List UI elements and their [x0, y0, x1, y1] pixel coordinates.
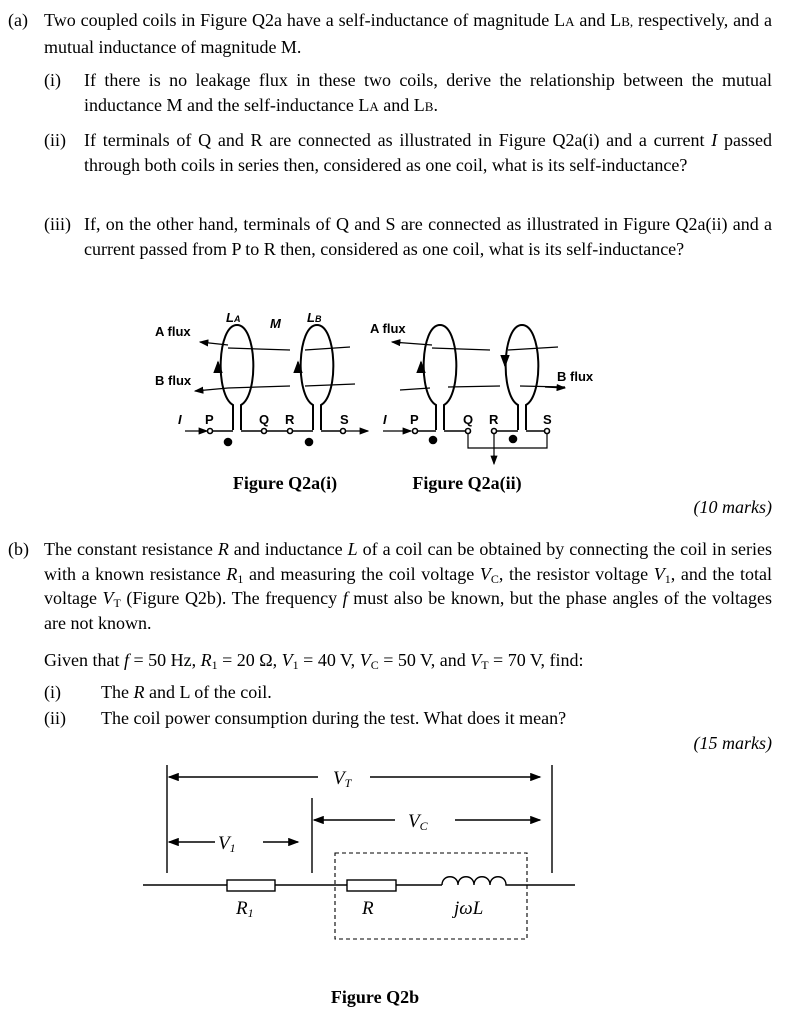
part-b-intro: The constant resistance R and inductance L of a coil can be obtained by connecting the coil in series with a known resistance $R_1$ and measuring the coil voltage $V_C$, the resistor voltage $V_1$, and the total voltage $V_T$ (Figure Q2b). The frequency f must also be known, but the phase angles of the voltages are not known.: [44, 539, 773, 633]
italic-symbol: V: [359, 650, 371, 670]
label-r-2: R: [489, 412, 499, 427]
label-r: R: [362, 898, 374, 919]
italic-symbol: V: [653, 563, 665, 584]
subscript: 1: [664, 571, 671, 586]
label-a-flux-i: A flux: [155, 324, 191, 339]
label-q-1: Q: [259, 412, 270, 427]
part-a-item-i-label: (i): [44, 70, 61, 90]
italic-symbol: R: [217, 539, 229, 559]
label-s-1: S: [340, 412, 349, 427]
small-caps-subscript: B,: [621, 14, 634, 29]
label-i-2: I: [383, 412, 387, 427]
label-i-1: I: [178, 412, 182, 427]
label-p-1: P: [205, 412, 214, 427]
part-a-item-ii-text: If terminals of Q and R are connected as illustrated in Figure Q2a(i) and a current I passed through both coils in series then, considered as one coil, what is its self-inductance?: [84, 130, 772, 175]
subscript: C: [490, 571, 499, 586]
figure-q2b: [143, 765, 575, 939]
part-b-label: (b): [8, 539, 29, 559]
part-a-label: (a): [8, 10, 28, 30]
label-v1: V1: [218, 833, 236, 855]
label-lb: LB: [307, 310, 322, 325]
label-vc: VC: [408, 811, 428, 833]
part-b-item-i-label: (i): [44, 682, 61, 702]
italic-symbol: f: [123, 650, 129, 670]
italic-symbol: V: [479, 563, 491, 584]
part-a-item-iii-label: (iii): [44, 214, 71, 234]
part-a-item-i-text: If there is no leakage flux in these two coils, derive the relationship between the mutual inductance M and the self-inductance LA and LB.: [84, 70, 772, 115]
label-m: M: [270, 316, 281, 331]
label-b-flux-i: B flux: [155, 373, 192, 388]
subscript: T: [113, 596, 121, 610]
part-b-item-i-text: The R and L of the coil.: [101, 682, 272, 702]
figure-q2b-labels: [218, 768, 483, 920]
label-r1: R1: [236, 898, 254, 920]
italic-symbol: R: [226, 563, 238, 584]
part-b-marks: (15 marks): [693, 733, 772, 753]
label-jwl: jωL: [454, 898, 484, 919]
small-caps-subscript: A: [369, 98, 379, 114]
label-a-flux-ii: A flux: [370, 321, 406, 336]
caption-q2a-ii: Figure Q2a(ii): [412, 473, 522, 493]
label-r-1: R: [285, 412, 295, 427]
caption-q2a-i: Figure Q2a(i): [232, 473, 338, 493]
part-a-marks: (10 marks): [693, 497, 772, 517]
italic-symbol: f: [342, 588, 348, 608]
label-la: LA: [226, 310, 241, 325]
caption-q2b: Figure Q2b: [330, 987, 420, 1007]
small-caps-subscript: A: [565, 14, 575, 29]
part-a-intro: Two coupled coils in Figure Q2a have a self-inductance of magnitude LA and LB, respectively, and a mutual inductance of magnitude M.: [44, 10, 773, 57]
part-a-item-iii-text: If, on the other hand, terminals of Q and S are connected as illustrated in Figure Q2a(ii) and a current passed from P to R then, considered as one coil, what is its self-inductance?: [84, 214, 772, 259]
subscript: C: [370, 658, 379, 672]
italic-symbol: V: [281, 650, 293, 670]
part-a-item-ii-label: (ii): [44, 130, 66, 150]
part-b-item-ii-label: (ii): [44, 708, 66, 728]
small-caps-subscript: B: [424, 98, 434, 114]
subscript: 1: [237, 571, 244, 586]
subscript: 1: [211, 658, 218, 672]
part-b-item-ii-text: The coil power consumption during the test. What does it mean?: [101, 708, 567, 728]
label-p-2: P: [410, 412, 419, 427]
italic-symbol: V: [470, 650, 482, 670]
subscript: 1: [292, 658, 299, 672]
subscript: T: [481, 658, 489, 672]
italic-symbol: R: [200, 650, 212, 670]
italic-symbol: I: [711, 130, 718, 150]
figure-q2a-ii: [383, 325, 565, 464]
figure-q2a-i: [185, 325, 368, 446]
label-s-2: S: [543, 412, 552, 427]
italic-symbol: L: [347, 539, 358, 559]
label-vt: VT: [333, 768, 352, 790]
italic-symbol: V: [102, 588, 114, 608]
part-b-given: Given that f = 50 Hz, $R_1 = 20$ Ω, $V_1 = 40$ V, $V_C = 50$ V, and $V_T = 70$ V, find:: [44, 650, 584, 672]
label-q-2: Q: [463, 412, 474, 427]
label-b-flux-ii: B flux: [557, 369, 594, 384]
italic-symbol: R: [133, 682, 145, 702]
